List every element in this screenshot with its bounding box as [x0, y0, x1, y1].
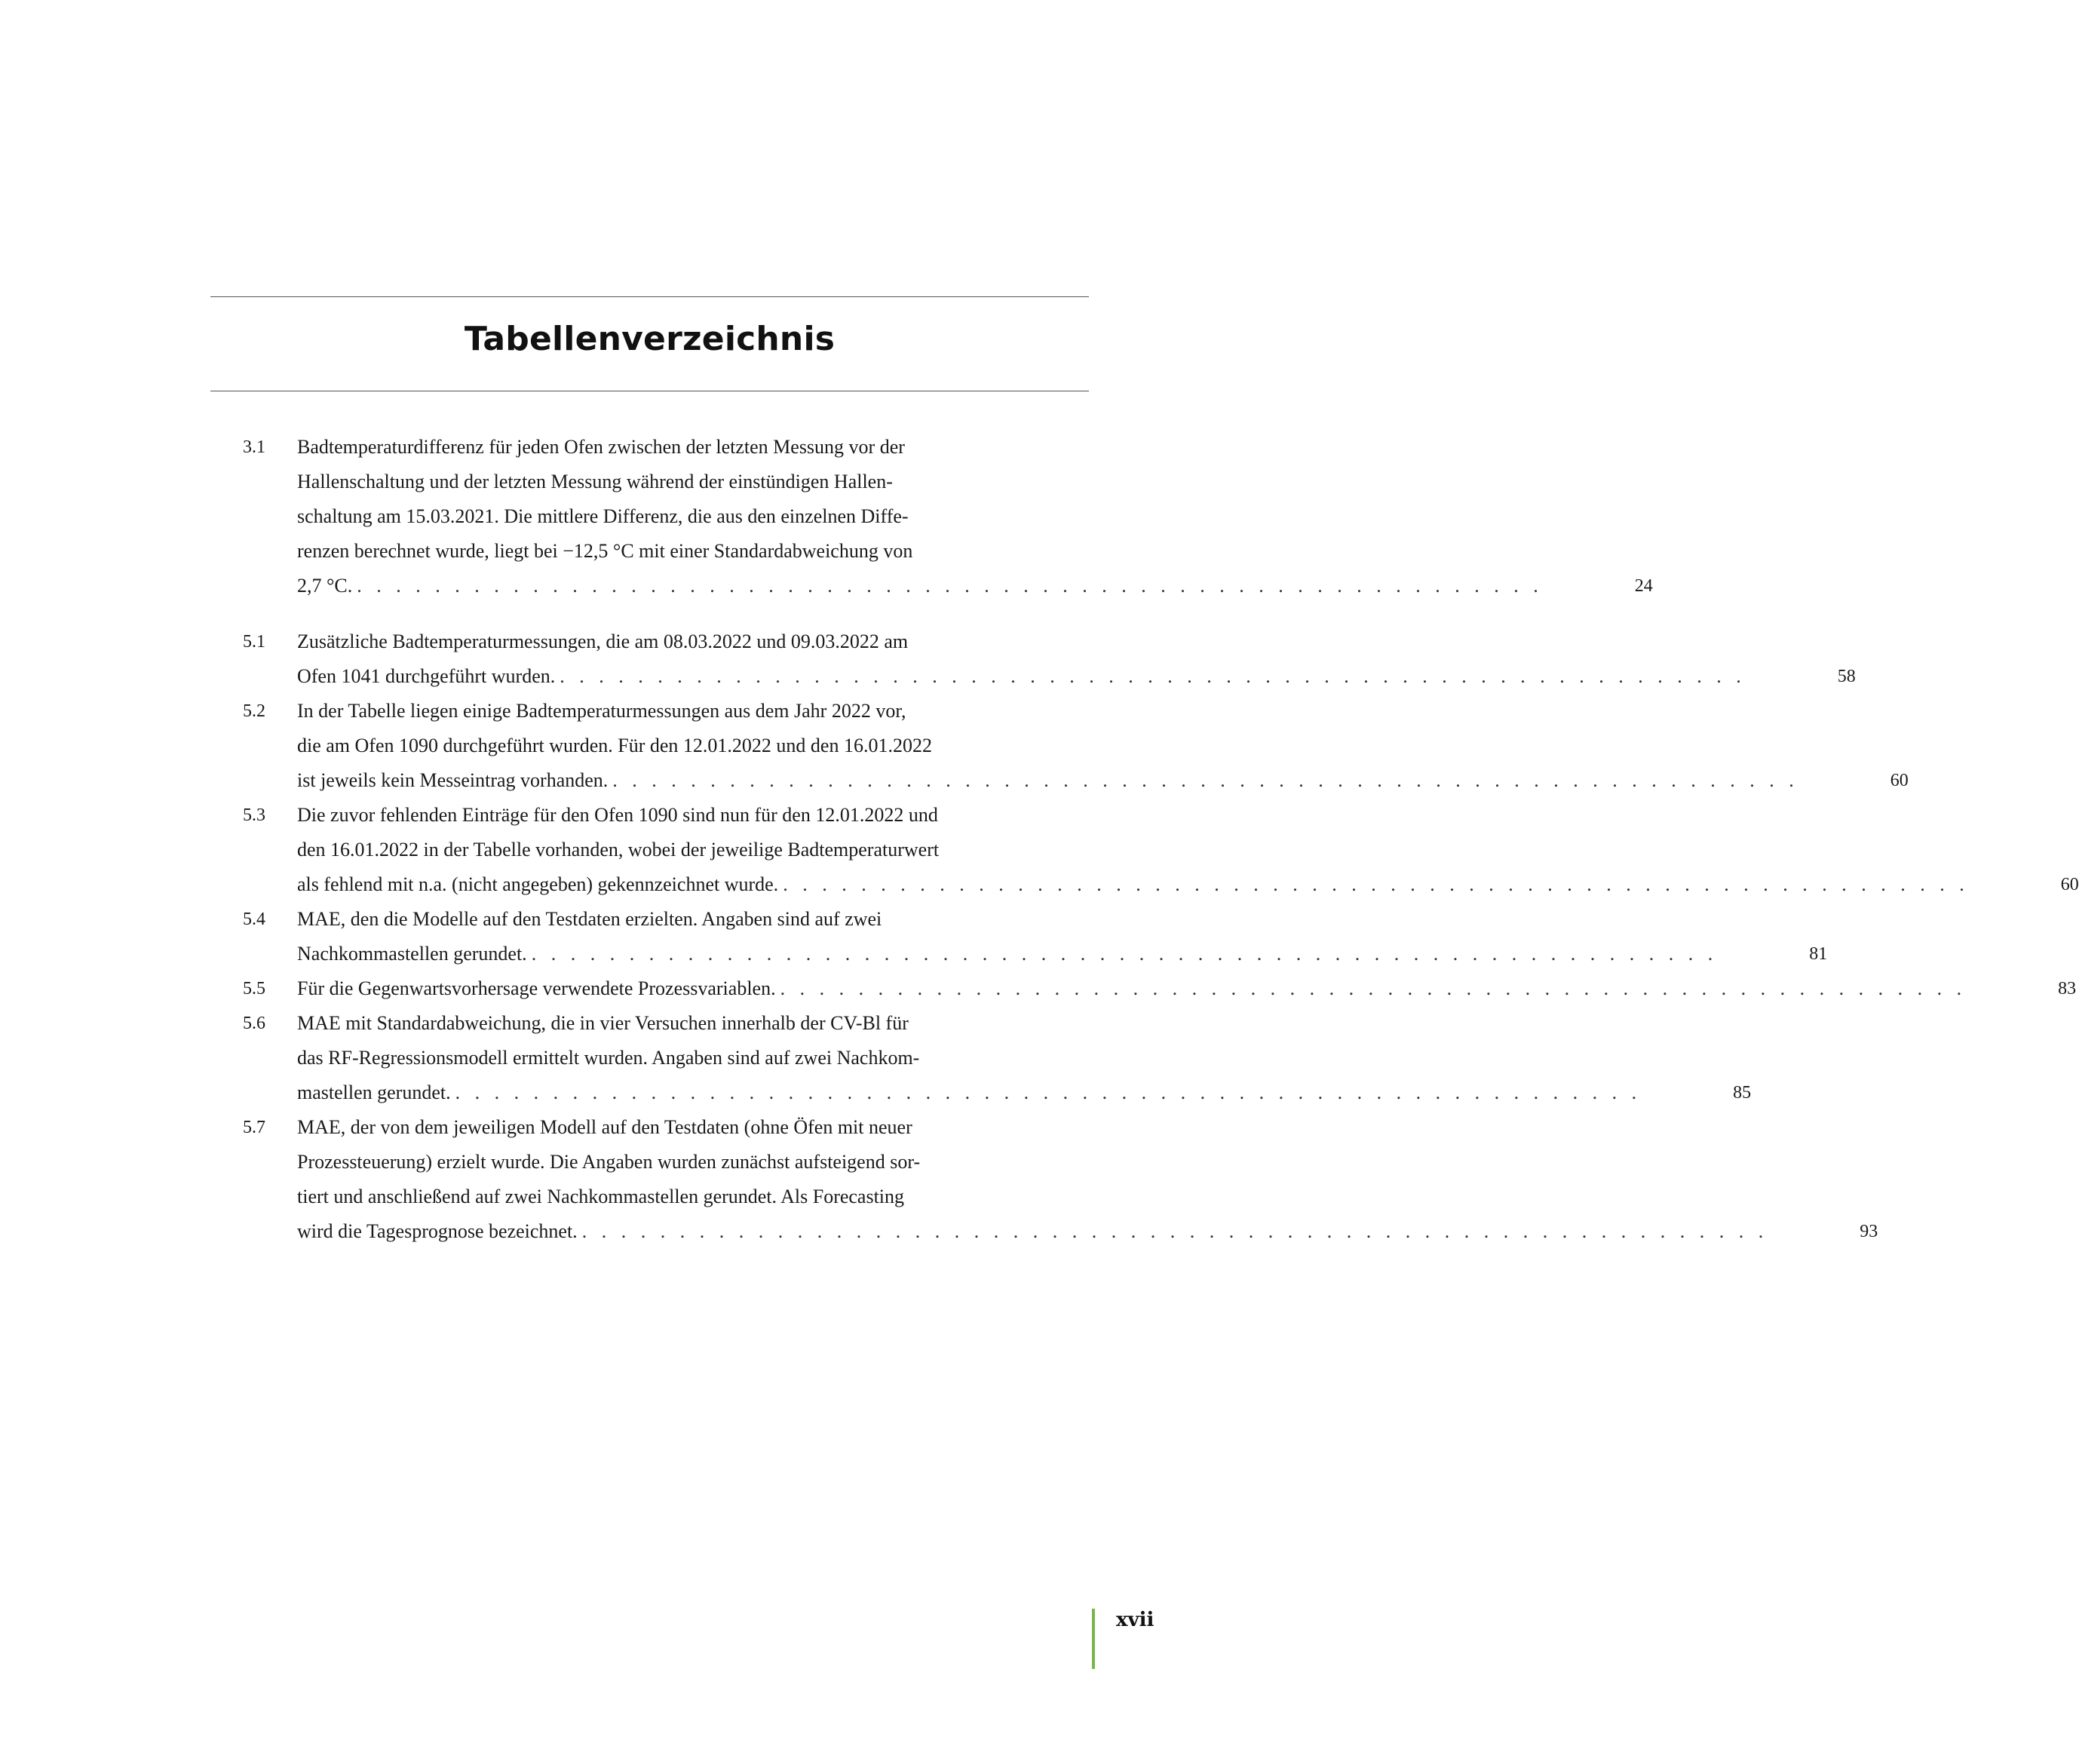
caption-line: den 16.01.2022 in der Tabelle vorhanden, wobei der jeweilige Badtemperaturwert [297, 839, 940, 861]
caption-line: Prozessteuerung) erzielt wurde. Die Angaben wurden zunächst aufsteigend sor- [297, 1151, 921, 1173]
dot-leader [608, 763, 1794, 798]
page-number: 93 [1860, 1222, 1878, 1241]
entry-caption [297, 798, 2079, 902]
dot-leader [776, 971, 1962, 1006]
toc-entry-5-7[interactable] [243, 1110, 1878, 1249]
caption-last-line [297, 971, 2077, 1006]
caption-last-line [297, 1075, 1752, 1110]
dot-leader [352, 569, 1538, 603]
table-number: 5.6 [243, 1014, 265, 1033]
footer-accent-bar [1092, 1609, 1095, 1669]
caption-line: wird die Tagesprognose bezeichnet. [297, 1220, 578, 1242]
page-number: 81 [1809, 944, 1828, 964]
toc-entry-5-3[interactable] [243, 798, 2079, 902]
dot-leader [778, 867, 1964, 902]
page-number: 24 [1634, 576, 1653, 596]
entry-caption [297, 430, 1653, 603]
page-number: 83 [2058, 979, 2077, 999]
table-number: 5.5 [243, 979, 265, 999]
caption-last-line [297, 1214, 1878, 1249]
caption-line: das RF-Regressionsmodell ermittelt wurden. Angaben sind auf zwei Nachkom- [297, 1047, 920, 1069]
caption-line: Nachkommastellen gerundet. [297, 943, 527, 965]
caption-line: Ofen 1041 durchgeführt wurden. [297, 665, 556, 687]
entry-caption [297, 624, 1856, 694]
entry-caption [297, 902, 1828, 971]
entry-caption [297, 694, 1909, 798]
caption-line: Für die Gegenwartsvorhersage verwendete Prozessvariablen. [297, 977, 776, 999]
caption-line: mastellen gerundet. [297, 1081, 451, 1103]
entry-caption [297, 1110, 1878, 1249]
toc-entry-5-5[interactable] [243, 971, 2077, 1006]
caption-line: als fehlend mit n.a. (nicht angegeben) gekennzeichnet wurde. [297, 873, 779, 895]
caption-line: Die zuvor fehlenden Einträge für den Ofen 1090 sind nun für den 12.01.2022 und [297, 804, 938, 826]
caption-last-line [297, 937, 1828, 971]
caption-line: ist jeweils kein Messeintrag vorhanden. [297, 769, 609, 791]
table-number: 5.4 [243, 910, 265, 929]
caption-line: 2,7 °C. [297, 575, 353, 597]
caption-line: schaltung am 15.03.2021. Die mittlere Differenz, die aus den einzelnen Diffe- [297, 505, 909, 527]
toc-entry-5-4[interactable] [243, 902, 1828, 971]
dot-leader [578, 1214, 1764, 1249]
caption-line: die am Ofen 1090 durchgeführt wurden. Für den 12.01.2022 und den 16.01.2022 [297, 735, 932, 756]
table-number: 3.1 [243, 437, 265, 457]
table-number: 5.2 [243, 701, 265, 721]
table-number: 5.7 [243, 1118, 265, 1137]
title-rule-top [210, 296, 1089, 297]
caption-line: Zusätzliche Badtemperaturmessungen, die am 08.03.2022 und 09.03.2022 am [297, 630, 909, 652]
caption-line: tiert und anschließend auf zwei Nachkommastellen gerundet. Als Forecasting [297, 1186, 905, 1207]
entry-caption [297, 1006, 1752, 1110]
page-title: Tabellenverzeichnis [464, 320, 836, 358]
page-number: 58 [1837, 667, 1856, 686]
toc-entry-3-1[interactable] [243, 430, 1653, 603]
page-number: 85 [1733, 1083, 1752, 1103]
dot-leader [527, 937, 1713, 971]
entry-caption [297, 971, 2077, 1006]
footer-page-number: xvii [1116, 1609, 1154, 1631]
caption-line: MAE, den die Modelle auf den Testdaten erzielten. Angaben sind auf zwei [297, 908, 882, 930]
caption-line: Hallenschaltung und der letzten Messung während der einstündigen Hallen- [297, 471, 893, 492]
table-number: 5.1 [243, 632, 265, 652]
caption-last-line [297, 569, 1653, 603]
caption-last-line [297, 763, 1909, 798]
caption-line: renzen berechnet wurde, liegt bei −12,5 °C mit einer Standardabweichung von [297, 540, 913, 562]
toc-entry-5-2[interactable] [243, 694, 1909, 798]
caption-line: In der Tabelle liegen einige Badtemperaturmessungen aus dem Jahr 2022 vor, [297, 700, 906, 722]
caption-last-line [297, 867, 2079, 902]
page-number: 60 [2060, 875, 2079, 894]
list-of-tables [243, 430, 2079, 1249]
caption-line: Badtemperaturdifferenz für jeden Ofen zwischen der letzten Messung vor der [297, 436, 905, 458]
page-number: 60 [1890, 771, 1909, 790]
toc-entry-5-6[interactable] [243, 1006, 1752, 1110]
dot-leader [555, 659, 1741, 694]
caption-line: MAE mit Standardabweichung, die in vier Versuchen innerhalb der CV-Bl für [297, 1012, 909, 1034]
caption-line: MAE, der von dem jeweiligen Modell auf den Testdaten (ohne Öfen mit neuer [297, 1116, 912, 1138]
table-number: 5.3 [243, 805, 265, 825]
caption-last-line [297, 659, 1856, 694]
dot-leader [451, 1075, 1637, 1110]
toc-entry-5-1[interactable] [243, 624, 1856, 694]
